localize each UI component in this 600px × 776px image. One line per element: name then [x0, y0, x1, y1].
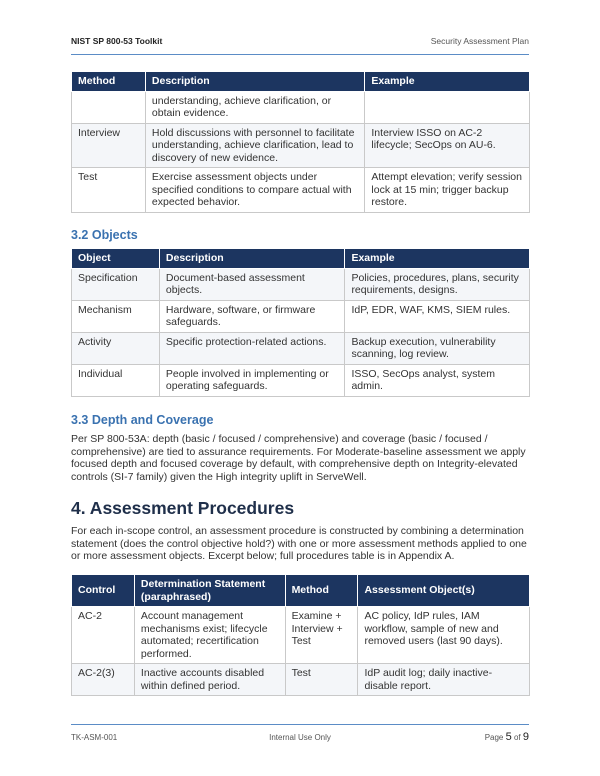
table-cell: Policies, procedures, plans, security requirements, designs. — [345, 268, 530, 300]
objects-table — [71, 248, 530, 397]
header-doc-title: NIST SP 800-53 Toolkit — [71, 36, 163, 46]
column-header: Description — [159, 249, 345, 269]
table-cell: Examine + Interview + Test — [285, 607, 358, 664]
table-cell: Activity — [72, 332, 160, 364]
column-header: Description — [145, 72, 364, 92]
page-of: of — [513, 733, 521, 742]
section-heading-depth-coverage: 3.3 Depth and Coverage — [71, 413, 214, 427]
table-cell: Individual — [72, 364, 160, 396]
page-footer — [71, 724, 529, 745]
table-cell: Inactive accounts disabled within defined period. — [134, 664, 285, 696]
table-cell: Mechanism — [72, 300, 160, 332]
table-row — [72, 332, 530, 364]
table-cell: Hardware, software, or firmware safeguards. — [159, 300, 345, 332]
table-row — [72, 91, 530, 123]
table-row — [72, 123, 530, 168]
table-cell: AC-2 — [72, 607, 135, 664]
table-cell: People involved in implementing or operating safeguards. — [159, 364, 345, 396]
table-cell: Exercise assessment objects under specified conditions to compare actual with expected behavior. — [145, 168, 364, 213]
column-header: Assessment Object(s) — [358, 575, 530, 607]
table-cell: understanding, achieve clarification, or obtain evidence. — [145, 91, 364, 123]
table-cell: IdP, EDR, WAF, KMS, SIEM rules. — [345, 300, 530, 332]
table-header-row — [72, 249, 530, 269]
page-number — [485, 731, 529, 743]
table-cell: Interview — [72, 123, 146, 168]
table-cell: Attempt elevation; verify session lock at 15 min; trigger backup restore. — [365, 168, 530, 213]
column-header: Example — [365, 72, 530, 92]
depth-coverage-paragraph: Per SP 800-53A: depth (basic / focused / comprehensive) and coverage (basic / focused / comprehensive) are tied to assurance requirements. For Moderate-baseline assessment we apply focused depth and focused coverage by default, with comprehensive depth on Integrity-elevated controls (SI-7 family) given the High integrity uplift in ServeWell. — [71, 433, 526, 483]
table-cell: Backup execution, vulnerability scanning, log review. — [345, 332, 530, 364]
methods-table — [71, 71, 530, 213]
table-header-row — [72, 575, 530, 607]
table-row — [72, 300, 530, 332]
column-header: Determination Statement (paraphrased) — [134, 575, 285, 607]
column-header: Object — [72, 249, 160, 269]
table-cell — [365, 91, 530, 123]
table-header-row — [72, 72, 530, 92]
table-cell: Account management mechanisms exist; lifecycle automated; recertification performed. — [134, 607, 285, 664]
table-row — [72, 364, 530, 396]
table-row — [72, 168, 530, 213]
section-heading-objects: 3.2 Objects — [71, 228, 138, 242]
table-row — [72, 607, 530, 664]
procedures-table — [71, 574, 530, 696]
header-section-title: Security Assessment Plan — [430, 36, 529, 46]
table-cell: Interview ISSO on AC-2 lifecycle; SecOps on AU-6. — [365, 123, 530, 168]
column-header: Control — [72, 575, 135, 607]
page-current: 5 — [505, 731, 512, 743]
column-header: Example — [345, 249, 530, 269]
table-cell: AC policy, IdP rules, IAM workflow, sample of new and removed users (last 90 days). — [358, 607, 530, 664]
table-row — [72, 664, 530, 696]
table-row — [72, 268, 530, 300]
column-header: Method — [72, 72, 146, 92]
column-header: Method — [285, 575, 358, 607]
table-cell — [72, 91, 146, 123]
footer-doc-id: TK-ASM-001 — [71, 733, 118, 742]
table-cell: Document-based assessment objects. — [159, 268, 345, 300]
table-cell: Test — [72, 168, 146, 213]
table-cell: AC-2(3) — [72, 664, 135, 696]
table-cell: Specific protection-related actions. — [159, 332, 345, 364]
page-total: 9 — [522, 731, 529, 743]
table-cell: IdP audit log; daily inactive-disable report. — [358, 664, 530, 696]
assessment-procedures-paragraph: For each in-scope control, an assessment procedure is constructed by combining a determination statement (does the control objective hold?) with one or more assessment methods applied to one or more assessment objects. Excerpt below; full procedures table is in Appendix A. — [71, 525, 527, 563]
section-heading-assessment-procedures: 4. Assessment Procedures — [71, 498, 295, 518]
page-header — [71, 34, 529, 55]
table-cell: Specification — [72, 268, 160, 300]
page-prefix: Page — [484, 733, 504, 742]
table-cell: Test — [285, 664, 358, 696]
table-cell: Hold discussions with personnel to facilitate understanding, achieve clarification, lead to discovery of new evidence. — [145, 123, 364, 168]
table-cell: ISSO, SecOps analyst, system admin. — [345, 364, 530, 396]
footer-classification: Internal Use Only — [269, 733, 331, 742]
